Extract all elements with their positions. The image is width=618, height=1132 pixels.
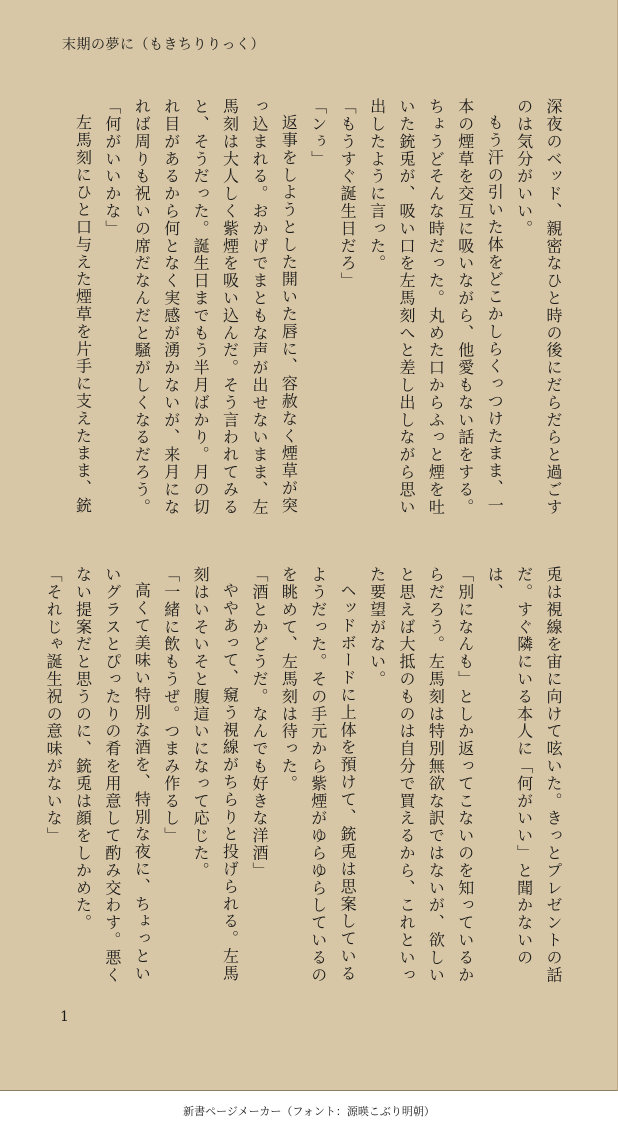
paragraph: 「何がいいかな」 [102, 98, 122, 238]
paragraph: 「ンぅ」 [308, 98, 328, 168]
chapter-title: 末期の夢に（もきちりりっく） [62, 37, 265, 53]
paragraph: 返事をしようとした開いた唇に、容赦なく煙草が突っ込まれる。おかげでまともな声が出せないまま、左馬刻は大人しく紫煙を吸い込んだ。そう言われてみると、そうだった。誕生日までもう半月ばかり。月の切れ目があるから何となく実感が湧かないが、来月になれば周りも祝いの席だなんだと騒がしくなるだろう。 [132, 98, 299, 516]
paragraph: 「それじゃ誕生祝の意味がないな」 [44, 566, 64, 845]
paragraph: 「もうすぐ誕生日だろ」 [338, 98, 358, 290]
paragraph: 「一緒に飲もうぜ。つまみ作るし」 [161, 566, 181, 845]
paragraph: 左馬刻にひと口与えた煙草を片手に支えたまま、銃 [73, 114, 93, 515]
paragraph: 「別になんも」としか返ってこないのを知っているからだろう。左馬刻は特別無欲な訳ではないが、欲しいと思えば大抵のものは自分で買えるから、これといった要望がない。 [367, 566, 475, 984]
text-block-bottom [44, 566, 568, 996]
footer-credit: 新書ページメーカー（フォント：源暎こぶり明朝） [183, 1105, 435, 1118]
paragraph: ややあって、窺う視線がちらりと投げられる。左馬刻はいそいそと腹這いになって応じた。 [191, 566, 240, 983]
paragraph: 高くて美味い特別な酒を、特別な夜に、ちょっといいグラスとぴったりの肴を用意して酌み交わす。悪くない提案だと思うのに、銃兎は顔をしかめた。 [73, 566, 152, 984]
text-block-top [68, 98, 568, 528]
paragraph: もう汗の引いた体をどこかしらくっつけたまま、一本の煙草を交互に吸いながら、他愛もない話をする。ちょうどそんな時だった。丸めた口からふっと煙を吐いた銃兎が、吸い口を左馬刻へと差し出しながら思い出したように言った。 [367, 98, 505, 516]
paragraph: 深夜のベッド、親密なひと時の後にだらだらと過ごすのは気分がいい。 [514, 98, 563, 516]
paragraph: ヘッドボードに上体を預けて、銃兎は思案しているようだった。その手元から紫煙がゆらゆらしているのを眺めて、左馬刻は待った。 [279, 566, 358, 984]
paragraph: 「酒とかどうだ。なんでも好きな洋酒」 [249, 566, 269, 880]
paragraph: 兎は視線を宙に向けて呟いた。きっとプレゼントの話だ。すぐ隣にいる本人に「何がいい」と聞かないのは、 [485, 566, 563, 984]
page-number: 1 [60, 1009, 69, 1025]
